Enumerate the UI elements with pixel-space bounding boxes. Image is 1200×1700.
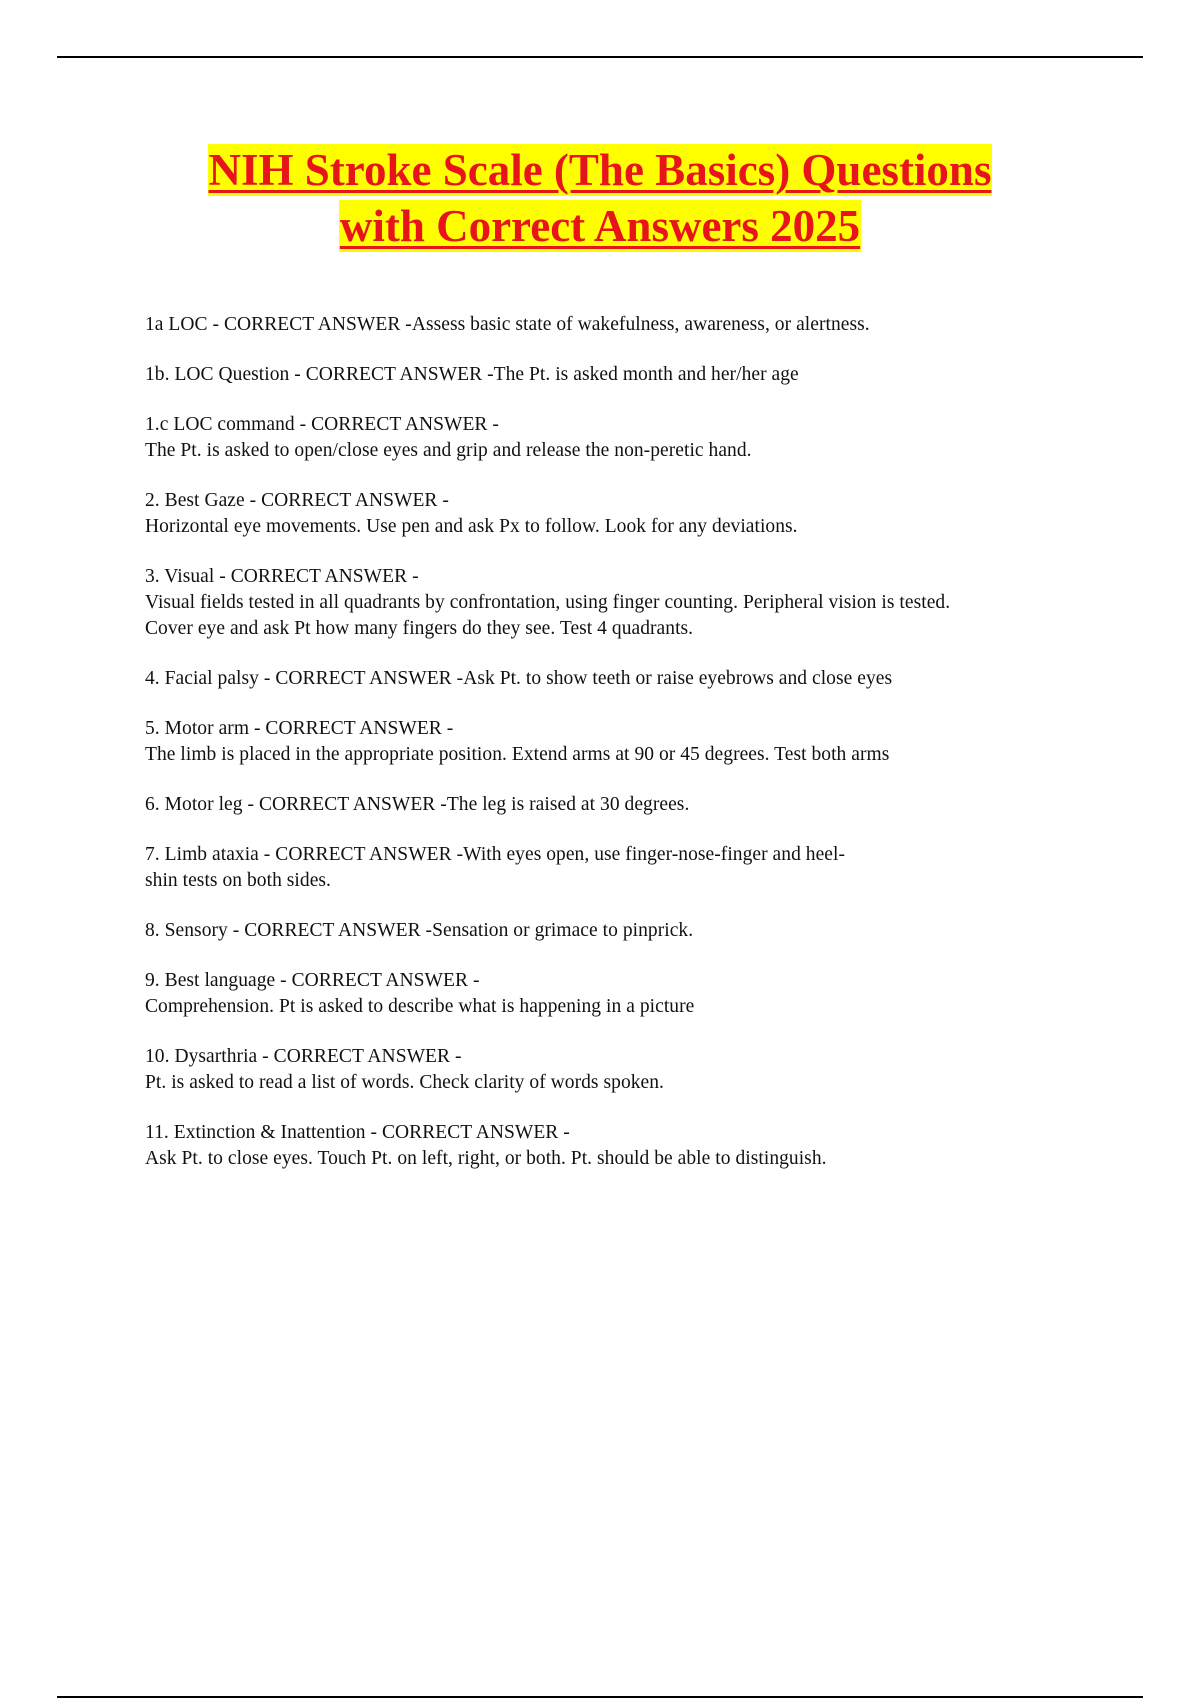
qa-item [145, 412, 1105, 464]
qa-question-line: 1b. LOC Question - CORRECT ANSWER -The Pt. is asked month and her/her age [145, 364, 799, 385]
qa-item [145, 312, 1105, 338]
qa-question-line: 10. Dysarthria - CORRECT ANSWER - [145, 1046, 462, 1067]
qa-question-line: 6. Motor leg - CORRECT ANSWER -The leg is raised at 30 degrees. [145, 794, 690, 815]
qa-answer-line: shin tests on both sides. [145, 870, 331, 891]
document-title [57, 144, 1143, 256]
qa-question-line: 9. Best language - CORRECT ANSWER - [145, 970, 480, 991]
title-line-2: with Correct Answers 2025 [339, 201, 861, 251]
qa-item [145, 716, 1105, 768]
qa-question-line: 1.c LOC command - CORRECT ANSWER - [145, 414, 499, 435]
qa-answer-line: The limb is placed in the appropriate position. Extend arms at 90 or 45 degrees. Test both arms [145, 744, 890, 765]
footer-rule [57, 1696, 1143, 1698]
qa-question-line: 5. Motor arm - CORRECT ANSWER - [145, 718, 454, 739]
qa-answer-line: Pt. is asked to read a list of words. Check clarity of words spoken. [145, 1072, 664, 1093]
qa-answer-line: Cover eye and ask Pt how many fingers do they see. Test 4 quadrants. [145, 618, 694, 639]
qa-item [145, 792, 1105, 818]
qa-item [145, 842, 1105, 894]
qa-answer-line: Visual fields tested in all quadrants by confrontation, using finger counting. Peripheral vision is tested. [145, 592, 951, 613]
title-line-1: NIH Stroke Scale (The Basics) Questions [208, 145, 992, 195]
qa-item [145, 968, 1105, 1020]
qa-item [145, 564, 1105, 642]
qa-item [145, 918, 1105, 944]
qa-question-line: 3. Visual - CORRECT ANSWER - [145, 566, 419, 587]
qa-answer-line: Comprehension. Pt is asked to describe what is happening in a picture [145, 996, 695, 1017]
question-answer-list [145, 312, 1105, 1196]
qa-question-line: 2. Best Gaze - CORRECT ANSWER - [145, 490, 449, 511]
qa-item [145, 1044, 1105, 1096]
header-rule [57, 56, 1143, 58]
qa-item [145, 362, 1105, 388]
qa-item [145, 666, 1105, 692]
qa-question-line: 1a LOC - CORRECT ANSWER -Assess basic state of wakefulness, awareness, or alertness. [145, 314, 870, 335]
qa-answer-line: Ask Pt. to close eyes. Touch Pt. on left, right, or both. Pt. should be able to distinguish. [145, 1148, 827, 1169]
qa-answer-line: Horizontal eye movements. Use pen and ask Px to follow. Look for any deviations. [145, 516, 798, 537]
qa-question-line: 11. Extinction & Inattention - CORRECT ANSWER - [145, 1122, 570, 1143]
qa-answer-line: The Pt. is asked to open/close eyes and grip and release the non-peretic hand. [145, 440, 752, 461]
qa-item [145, 488, 1105, 540]
qa-item [145, 1120, 1105, 1172]
qa-question-line: 4. Facial palsy - CORRECT ANSWER -Ask Pt. to show teeth or raise eyebrows and close eyes [145, 668, 893, 689]
qa-question-line: 8. Sensory - CORRECT ANSWER -Sensation or grimace to pinprick. [145, 920, 694, 941]
qa-question-line: 7. Limb ataxia - CORRECT ANSWER -With eyes open, use finger-nose-finger and heel- [145, 844, 846, 865]
